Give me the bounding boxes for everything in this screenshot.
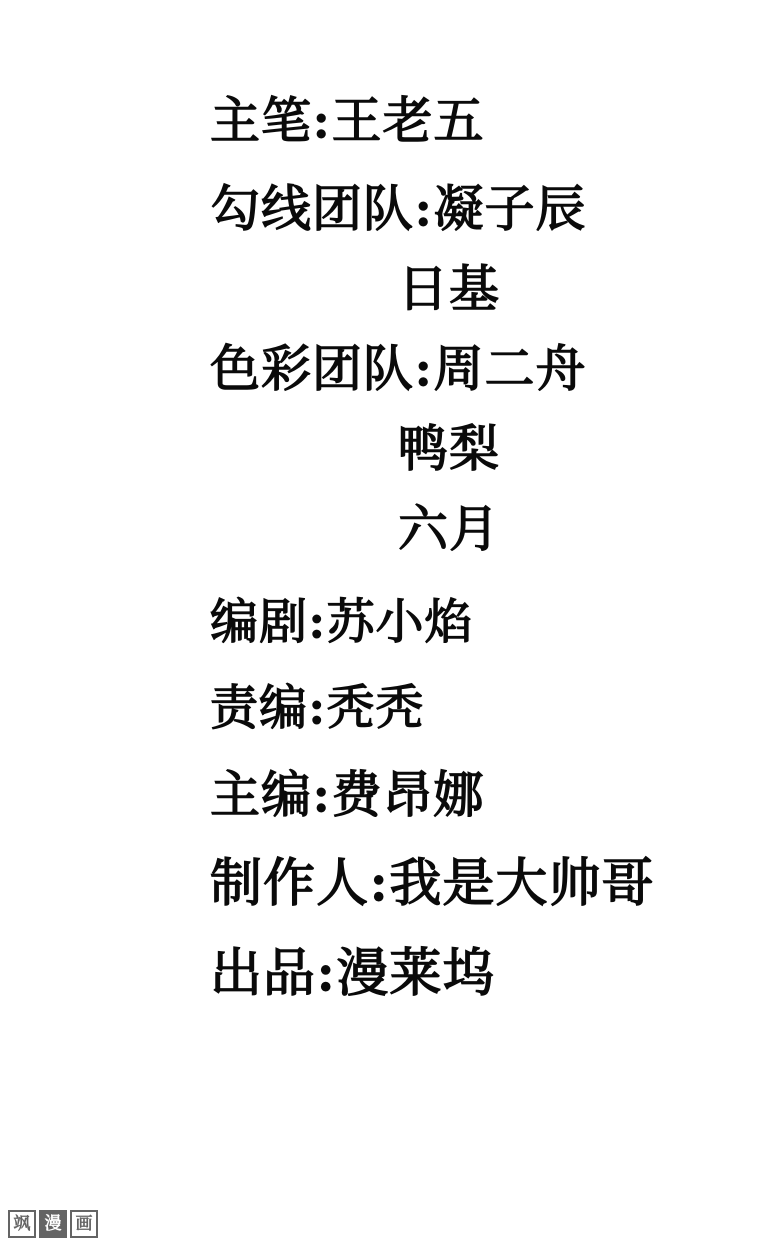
watermark-logo xyxy=(8,1210,98,1238)
credit-line-chief-editor: 主编:费昂娜 xyxy=(210,765,485,824)
watermark-char-1: 飒 xyxy=(8,1210,36,1238)
credit-line-producer: 制作人:我是大帅哥 xyxy=(210,853,655,914)
credit-line-editor: 责编:秃秃 xyxy=(210,680,425,736)
credit-line-color-member-2: 鸭梨 xyxy=(398,419,500,478)
watermark-char-3: 画 xyxy=(70,1210,98,1238)
watermark-char-2: 漫 xyxy=(39,1210,67,1238)
spacer xyxy=(0,394,760,424)
credit-line-studio: 出品:漫莱坞 xyxy=(210,943,496,1004)
credit-line-lineart-team: 勾线团队:凝子辰 xyxy=(210,179,587,238)
spacer xyxy=(0,554,760,598)
credit-line-screenwriter: 编剧:苏小焰 xyxy=(210,594,474,650)
spacer xyxy=(0,646,760,684)
spacer xyxy=(0,474,760,504)
credit-line-lineart-member-2: 日基 xyxy=(398,259,500,318)
credit-line-color-member-3: 六月 xyxy=(398,499,500,558)
credit-line-color-team: 色彩团队:周二舟 xyxy=(210,339,587,398)
spacer xyxy=(0,234,760,264)
credits-list xyxy=(0,91,760,1004)
credit-line-lead-artist: 主笔:王老五 xyxy=(210,91,485,150)
